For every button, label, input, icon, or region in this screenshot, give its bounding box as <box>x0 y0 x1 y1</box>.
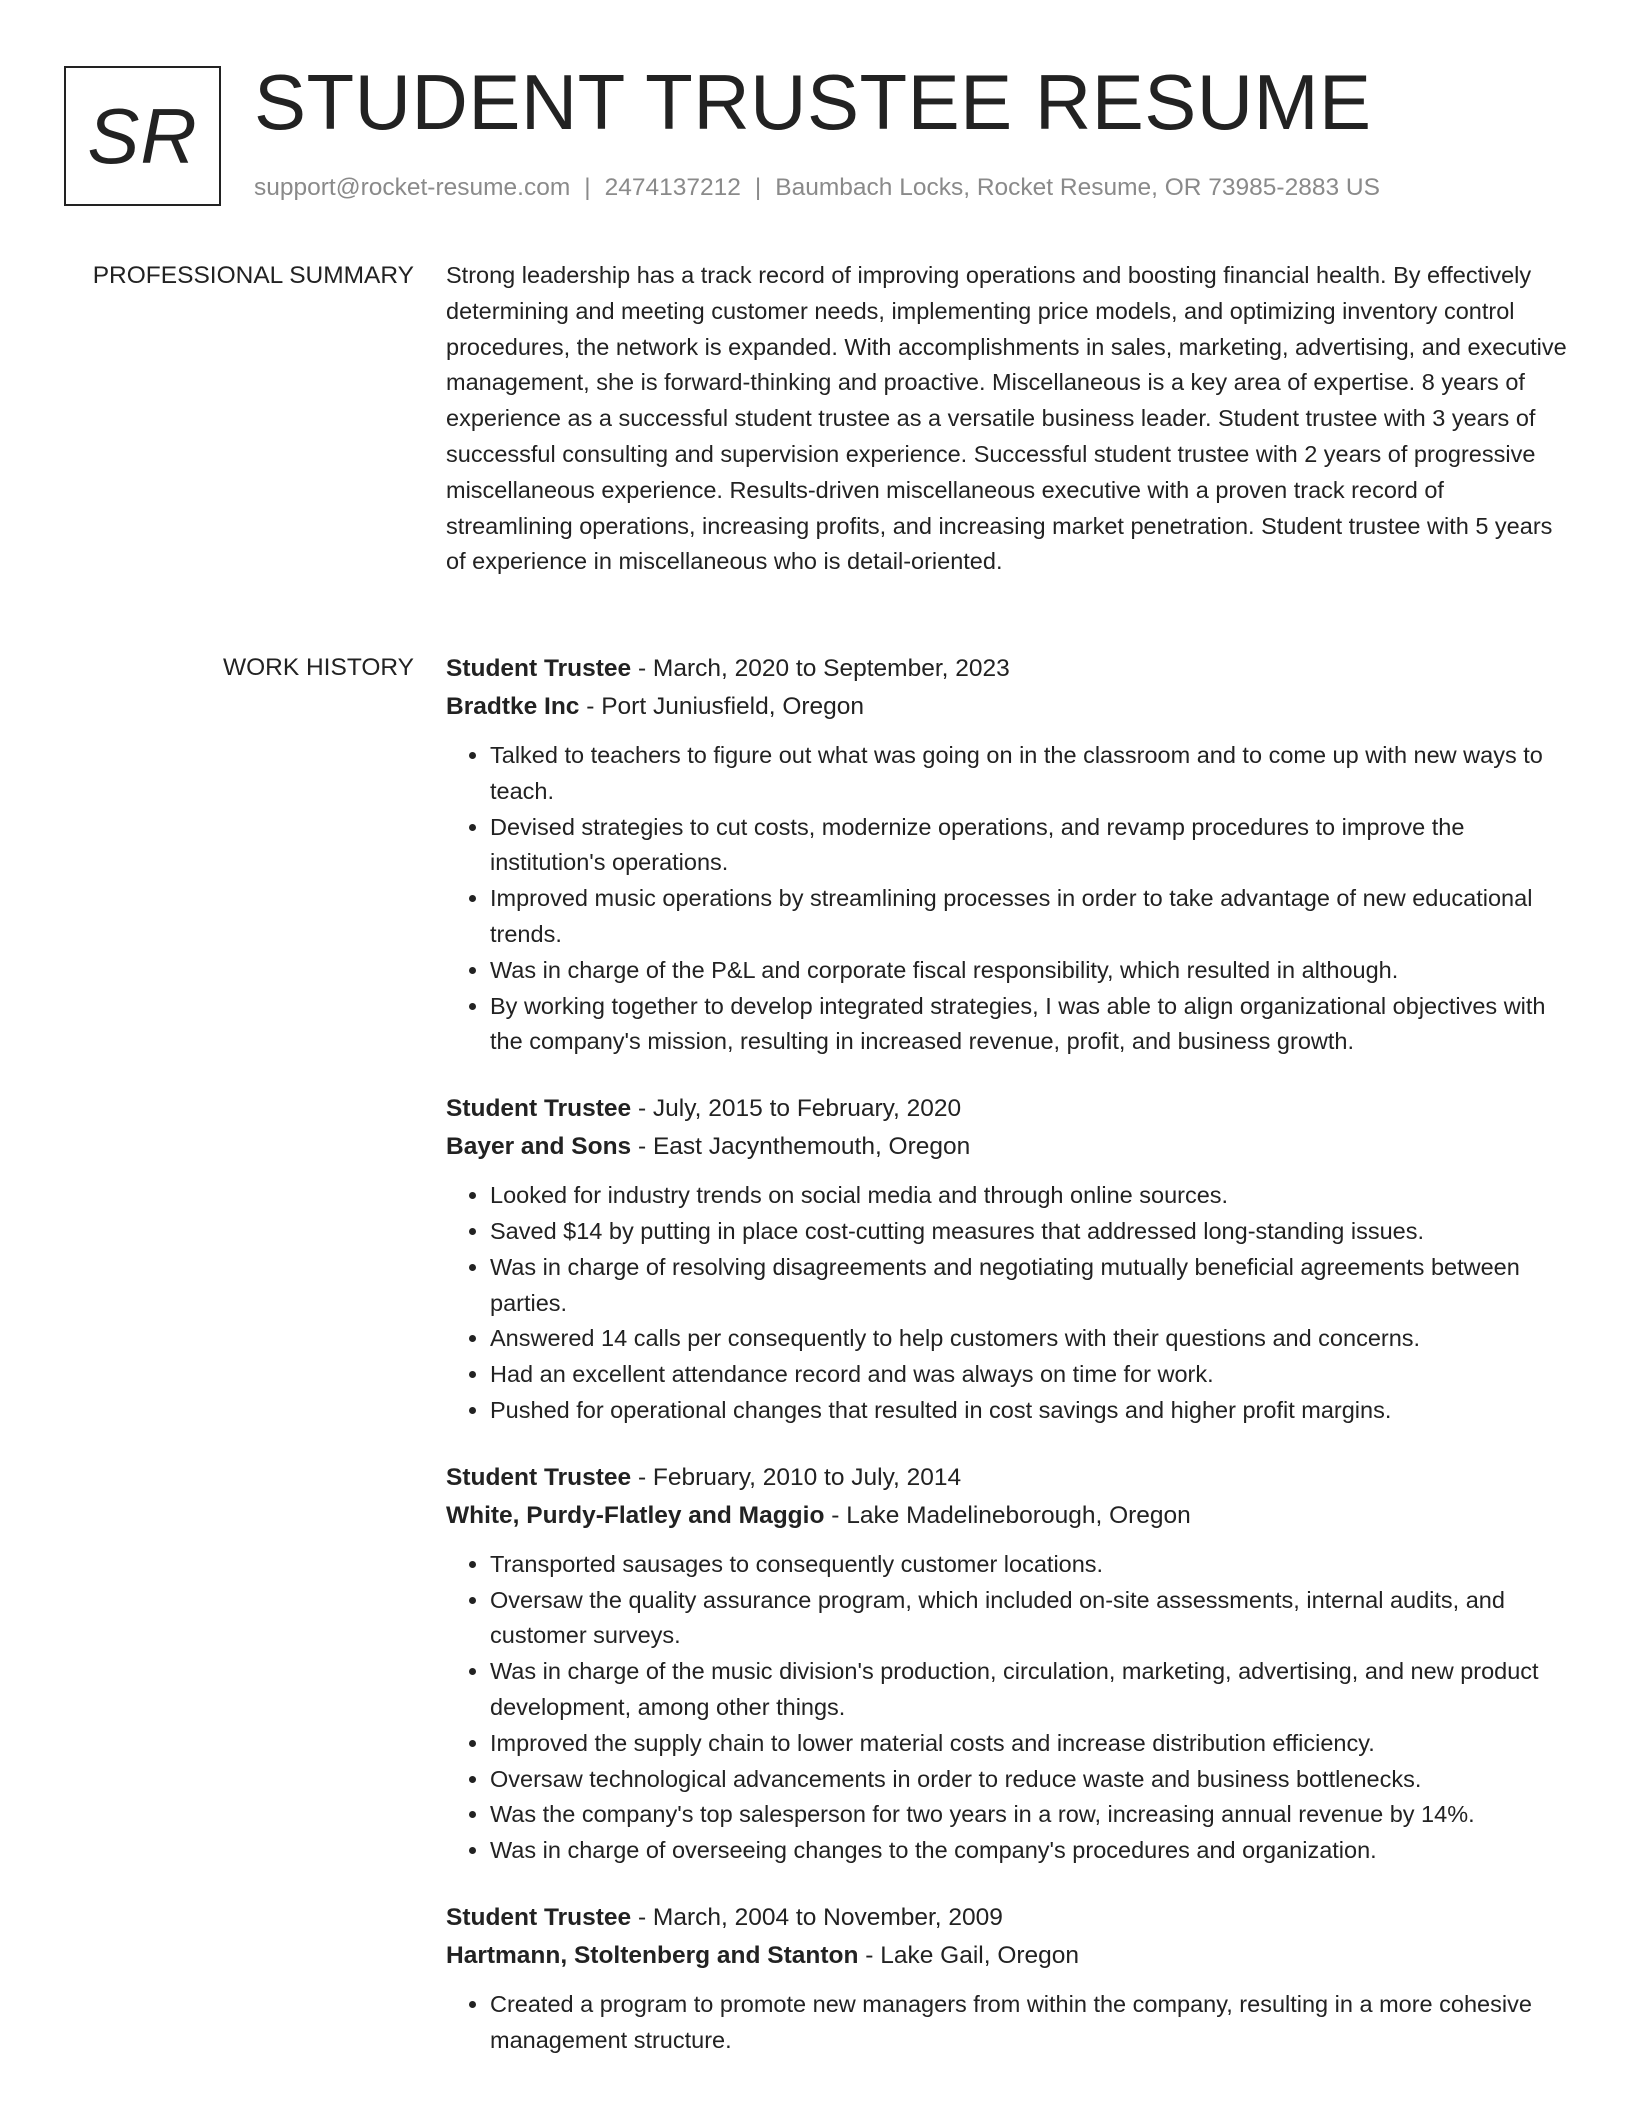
job-location: - Lake Gail, Oregon <box>858 1941 1080 1969</box>
job-entry <box>446 650 1568 1060</box>
monogram-logo: SR <box>64 66 221 206</box>
job-title-line <box>446 1459 1568 1497</box>
job-dates: - March, 2004 to November, 2009 <box>631 1903 1003 1931</box>
job-entry <box>446 1899 1568 2059</box>
job-location: - East Jacynthemouth, Oregon <box>631 1133 971 1161</box>
job-entry <box>446 1459 1568 1869</box>
job-bullet: • Talked to teachers to figure out what was going on in the classroom and to come up with new ways to teach. <box>490 738 1568 810</box>
job-company-line <box>446 1937 1568 1975</box>
job-bullets <box>446 1987 1568 2059</box>
job-title-line <box>446 1090 1568 1128</box>
job-bullet: • Oversaw technological advancements in order to reduce waste and business bottlenecks. <box>490 1762 1568 1798</box>
job-bullet: • Improved the supply chain to lower material costs and increase distribution efficiency. <box>490 1726 1568 1762</box>
job-bullet: • Transported sausages to consequently customer locations. <box>490 1547 1568 1583</box>
job-company-line <box>446 688 1568 726</box>
job-company: Bradtke Inc <box>446 693 580 720</box>
job-bullets <box>446 1547 1568 1869</box>
job-title: Student Trustee <box>446 1903 632 1931</box>
job-bullets <box>446 1178 1568 1429</box>
job-title: Student Trustee <box>446 1463 632 1491</box>
job-bullet: • Was in charge of the music division's production, circulation, marketing, advertising, and new product development, among other things. <box>490 1654 1568 1726</box>
contact-address: Baumbach Locks, Rocket Resume, OR 73985-2883 US <box>775 174 1380 201</box>
job-bullet: • Improved music operations by streamlining processes in order to take advantage of new educational trends. <box>490 881 1568 953</box>
job-bullet: • Was the company's top salesperson for two years in a row, increasing annual revenue by 14%. <box>490 1797 1568 1833</box>
section-label-summary: PROFESSIONAL SUMMARY <box>92 262 414 289</box>
job-bullet: • Devised strategies to cut costs, modernize operations, and revamp procedures to improve the institution's operations. <box>490 810 1568 882</box>
section-label-work-history: WORK HISTORY <box>222 654 414 681</box>
job-bullet: • Was in charge of resolving disagreements and negotiating mutually beneficial agreements between parties. <box>490 1250 1568 1322</box>
job-bullet: • Pushed for operational changes that resulted in cost savings and higher profit margins. <box>490 1393 1568 1429</box>
job-company-line <box>446 1497 1568 1535</box>
job-dates: - July, 2015 to February, 2020 <box>631 1095 962 1123</box>
job-dates: - March, 2020 to September, 2023 <box>631 655 1010 682</box>
job-bullet: • Saved $14 by putting in place cost-cutting measures that addressed long-standing issues. <box>490 1214 1568 1250</box>
job-bullet: • Answered 14 calls per consequently to help customers with their questions and concerns. <box>490 1321 1568 1357</box>
job-bullet: • Looked for industry trends on social media and through online sources. <box>490 1178 1568 1214</box>
summary-text: Strong leadership has a track record of improving operations and boosting financial health. By effectively determining and meeting customer needs, implementing price models, and optimizing inventory control procedures, the network is expanded. With accomplishments in sales, marketing, advertising, and executive management, she is forward-thinking and proactive. Miscellaneous is a key area of expertise. 8 years of experience as a successful student trustee as a versatile business leader. Student trustee with 3 years of successful consulting and supervision experience. Successful student trustee with 2 years of progressive miscellaneous experience. Results-driven miscellaneous executive with a proven track record of streamlining operations, increasing profits, and increasing market penetration. Student trustee with 5 years of experience in miscellaneous who is detail-oriented. <box>446 262 1567 575</box>
job-bullet: • Oversaw the quality assurance program, which included on-site assessments, internal audits, and customer surveys. <box>490 1583 1568 1655</box>
job-location: - Port Juniusfield, Oregon <box>579 693 865 720</box>
contact-separator: | <box>584 174 591 201</box>
job-bullet: • Created a program to promote new managers from within the company, resulting in a more cohesive management structure. <box>490 1987 1568 2059</box>
job-bullet: • Had an excellent attendance record and was always on time for work. <box>490 1357 1568 1393</box>
contact-separator: | <box>754 174 762 201</box>
contact-phone[interactable]: 2474137212 <box>604 174 741 201</box>
job-bullet: • Was in charge of overseeing changes to the company's procedures and organization. <box>490 1833 1568 1869</box>
job-company: Bayer and Sons <box>446 1133 632 1161</box>
job-title-line <box>446 1899 1568 1937</box>
contact-line <box>254 174 1380 202</box>
job-entry <box>446 1090 1568 1429</box>
job-bullet: • Was in charge of the P&L and corporate fiscal responsibility, which resulted in although. <box>490 953 1568 989</box>
job-title: Student Trustee <box>446 655 632 682</box>
job-title: Student Trustee <box>446 1095 632 1123</box>
job-location: - Lake Madelineborough, Oregon <box>824 1501 1191 1529</box>
contact-email[interactable]: support@rocket-resume.com <box>254 174 571 201</box>
job-company: Hartmann, Stoltenberg and Stanton <box>446 1941 859 1969</box>
job-company-line <box>446 1128 1568 1166</box>
resume-title: STUDENT TRUSTEE RESUME <box>254 58 1372 146</box>
job-title-line <box>446 650 1568 688</box>
job-dates: - February, 2010 to July, 2014 <box>631 1463 962 1491</box>
job-bullets <box>446 738 1568 1060</box>
jobs-list <box>446 650 1568 2089</box>
job-company: White, Purdy-Flatley and Maggio <box>446 1501 825 1529</box>
job-bullet: • By working together to develop integrated strategies, I was able to align organizational objectives with the company's mission, resulting in increased revenue, profit, and business growth. <box>490 989 1568 1061</box>
